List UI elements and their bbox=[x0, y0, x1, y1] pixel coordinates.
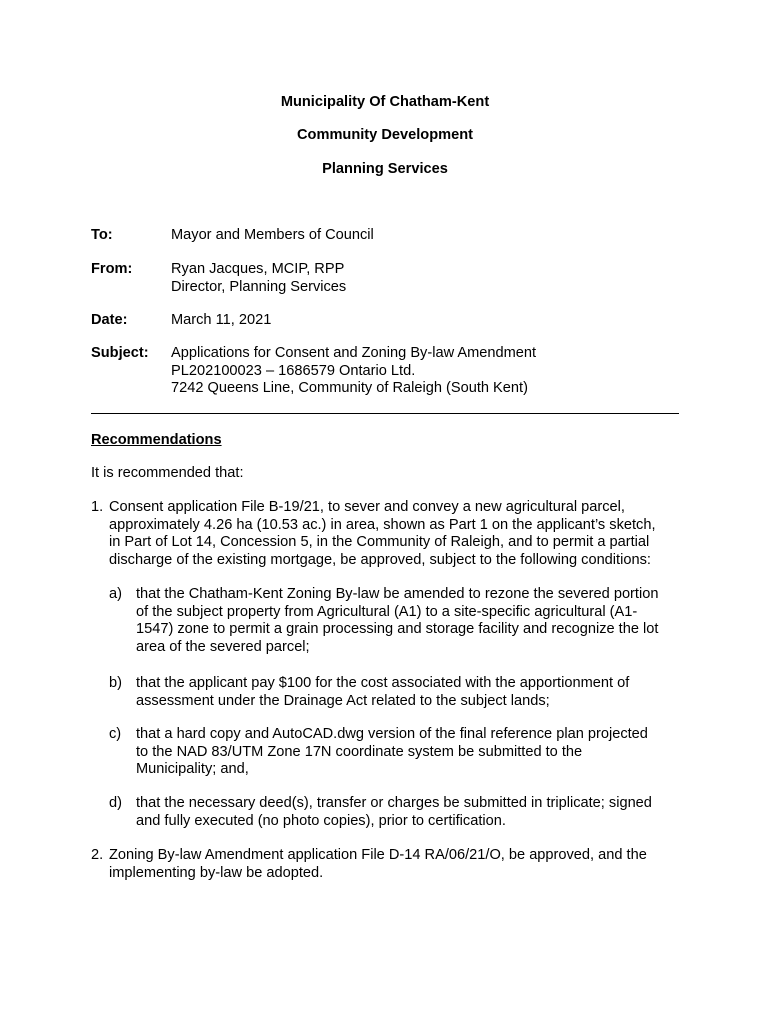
subject-line: PL202100023 – 1686579 Ontario Ltd. bbox=[171, 362, 416, 379]
condition-letter: d) bbox=[109, 795, 122, 811]
condition-line: Municipality; and, bbox=[136, 761, 249, 777]
condition-item bbox=[136, 726, 696, 779]
subject-value bbox=[171, 345, 691, 398]
organization-title: Municipality Of Chatham-Kent bbox=[280, 94, 490, 110]
condition-item bbox=[136, 586, 696, 656]
item-number: 2. bbox=[91, 847, 104, 863]
condition-line: that a hard copy and AutoCAD.dwg version of the final reference plan projected bbox=[136, 726, 648, 742]
item-line: in Part of Lot 14, Concession 5, in the Community of Raleigh, and to permit a partial bbox=[109, 534, 650, 550]
condition-letter: b) bbox=[109, 675, 122, 691]
condition-line: of the subject property from Agricultural (A1) to a site-specific agricultural (A1- bbox=[136, 603, 638, 620]
item-number: 1. bbox=[91, 499, 104, 515]
date-label: Date: bbox=[91, 312, 128, 328]
item-line: Consent application File B-19/21, to sever and convey a new agricultural parcel, bbox=[109, 499, 625, 515]
condition-item bbox=[136, 675, 696, 710]
item-line: discharge of the existing mortgage, be approved, subject to the following conditions: bbox=[109, 551, 651, 568]
department-title: Community Development bbox=[297, 127, 473, 143]
condition-line: that the Chatham-Kent Zoning By-law be amended to rezone the severed portion bbox=[136, 586, 659, 602]
horizontal-divider bbox=[91, 413, 679, 414]
from-name-line: Ryan Jacques, MCIP, RPP bbox=[171, 261, 345, 277]
to-value-line: Mayor and Members of Council bbox=[171, 227, 374, 243]
recommendations-heading: Recommendations bbox=[91, 432, 222, 448]
division-title: Planning Services bbox=[322, 161, 448, 177]
from-label: From: bbox=[91, 261, 133, 277]
item-line: implementing by-law be adopted. bbox=[109, 864, 324, 881]
date-value-line: March 11, 2021 bbox=[171, 312, 272, 328]
to-value bbox=[171, 227, 691, 245]
condition-line: to the NAD 83/UTM Zone 17N coordinate system be submitted to the bbox=[136, 743, 583, 760]
condition-line: 1547) zone to permit a grain processing and storage facility and recognize the lot bbox=[136, 621, 659, 637]
condition-item bbox=[136, 795, 696, 830]
from-value bbox=[171, 261, 691, 296]
from-title-line: Director, Planning Services bbox=[171, 278, 347, 295]
condition-letter: c) bbox=[109, 726, 122, 742]
condition-letter: a) bbox=[109, 586, 122, 602]
condition-line: and fully executed (no photo copies), prior to certification. bbox=[136, 812, 506, 829]
recommendation-item bbox=[109, 847, 689, 882]
condition-line: that the applicant pay $100 for the cost associated with the apportionment of bbox=[136, 675, 630, 691]
subject-label: Subject: bbox=[91, 345, 149, 361]
subject-line: 7242 Queens Line, Community of Raleigh (South Kent) bbox=[171, 380, 528, 396]
recommendations-intro: It is recommended that: bbox=[91, 465, 244, 481]
item-line: approximately 4.26 ha (10.53 ac.) in area, shown as Part 1 on the applicant’s sketch, bbox=[109, 516, 656, 533]
subject-line: Applications for Consent and Zoning By-law Amendment bbox=[171, 345, 537, 361]
condition-line: area of the severed parcel; bbox=[136, 638, 310, 655]
date-value bbox=[171, 312, 691, 330]
to-label: To: bbox=[91, 227, 113, 243]
condition-line: that the necessary deed(s), transfer or charges be submitted in triplicate; signed bbox=[136, 795, 652, 811]
recommendation-item bbox=[109, 499, 689, 569]
condition-line: assessment under the Drainage Act related to the subject lands; bbox=[136, 692, 550, 709]
item-line: Zoning By-law Amendment application File D-14 RA/06/21/O, be approved, and the bbox=[109, 847, 647, 863]
